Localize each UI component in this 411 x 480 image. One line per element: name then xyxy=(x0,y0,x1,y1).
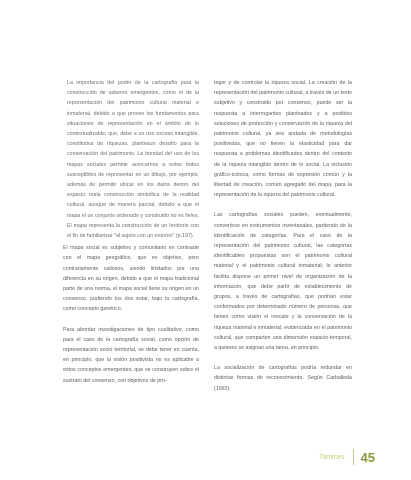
paragraph: Las cartografías sociales pueden, eventualmente, convertirse en instrumentos inventariales, partiendo de la identificación de categorías. Para el caso de la representación del patrimonio cultural, las categorías identificables propuestas son el patrimonio cultural material y el patrimonio cultural inmaterial; lo anterior facilita dispone un primer nivel de organización de la información, que debe partir de establecimiento de grupos, a través de cartografías, que podrían estar conformados por determinado número de personas, que tienen como visión el rescate y la conservación de la riqueza material e inmaterial, evidenciada en el patrimonio cultural, que comparten una dimensión espacio-temporal, a quienes se asignan una tarea, en principio. xyxy=(214,212,352,352)
left-column xyxy=(63,78,199,386)
paragraph: La socialización de cartografías podría redundar en distintas formas de reconocimiento. Según Carballeda (1992): xyxy=(214,365,352,392)
page-number: 45 xyxy=(360,449,375,465)
block-quote: La importancia del poder de la cartografía para la construcción de saberes emergentes, como el de la representación del patrimonio cultural material e inmaterial, debido a que provee los fundamentos para situaciones de representación en el ámbito de lo contextualizable, que, debe a un uso exceso intangible, constitutiva de riquezas, planteaun desafío para la conservación del patrimonio. La bondad del uso de los mapas sociales permite acercarnos a estos todos susceptibles de representar en un dibujo, por ejemplo, además de permitir ubicar en los datos dentro del espacio reala construcción simbólica de la realidad cultural, aunque de manera parcial, debido a que el mapa el un conjunto ordenado y construido no es fieles. El mapa representa la construcción de un territorio con el fin de familiarizar "al sujeto con un entorno" (p.197). xyxy=(67,80,199,240)
paragraph: teger y de controlar la riqueza social. La creación de la representación del patrimonio cultural, a través de un texto subjetivo y construido por consenso, puede ser la respuesta a interrogantes planteados y a posibles soluciones de protección y conservación de la riqueza del patrimonio cultural, ya sea andada de metodologías positivistas, que no tienen la elasticidad para dar respuesta a problemas identificados dentro del contexto de la riqueza intangible dentro de lo social. La inclusión gráfico-icónica, como formas de expresión común y la libertad de creación, común agregado del mapa, para la representación de la riqueza del patrimonio cultural. xyxy=(214,80,352,199)
paragraph: El mapa social es subjetivo y comunitario en contraste con el mapa geográfico, que es objetivo, pero contrariamente valiosos, siendo limitados por una diferencia en su origen, debido a que el mapa tradicional parte de una norma, el mapa social tiene su origen en un consenso, pudiendo los dos estar, bajo la cartografía, como concepto genérico. xyxy=(63,245,199,313)
page-footer xyxy=(319,449,375,465)
footer-divider xyxy=(353,449,354,465)
right-column xyxy=(214,78,352,394)
paragraph: Para abordar investigaciones de tipo cualitativo, como para el caso de la cartografía social, como opción de representación socio territorial, se debe tener en cuenta, en principio, que la visión positivista no es aplicable a estos conceptos emergentes, que se construyen sobre el sustrato del consenso, con objetivos de pro- xyxy=(63,326,199,384)
journal-name: Tamices xyxy=(318,453,345,461)
